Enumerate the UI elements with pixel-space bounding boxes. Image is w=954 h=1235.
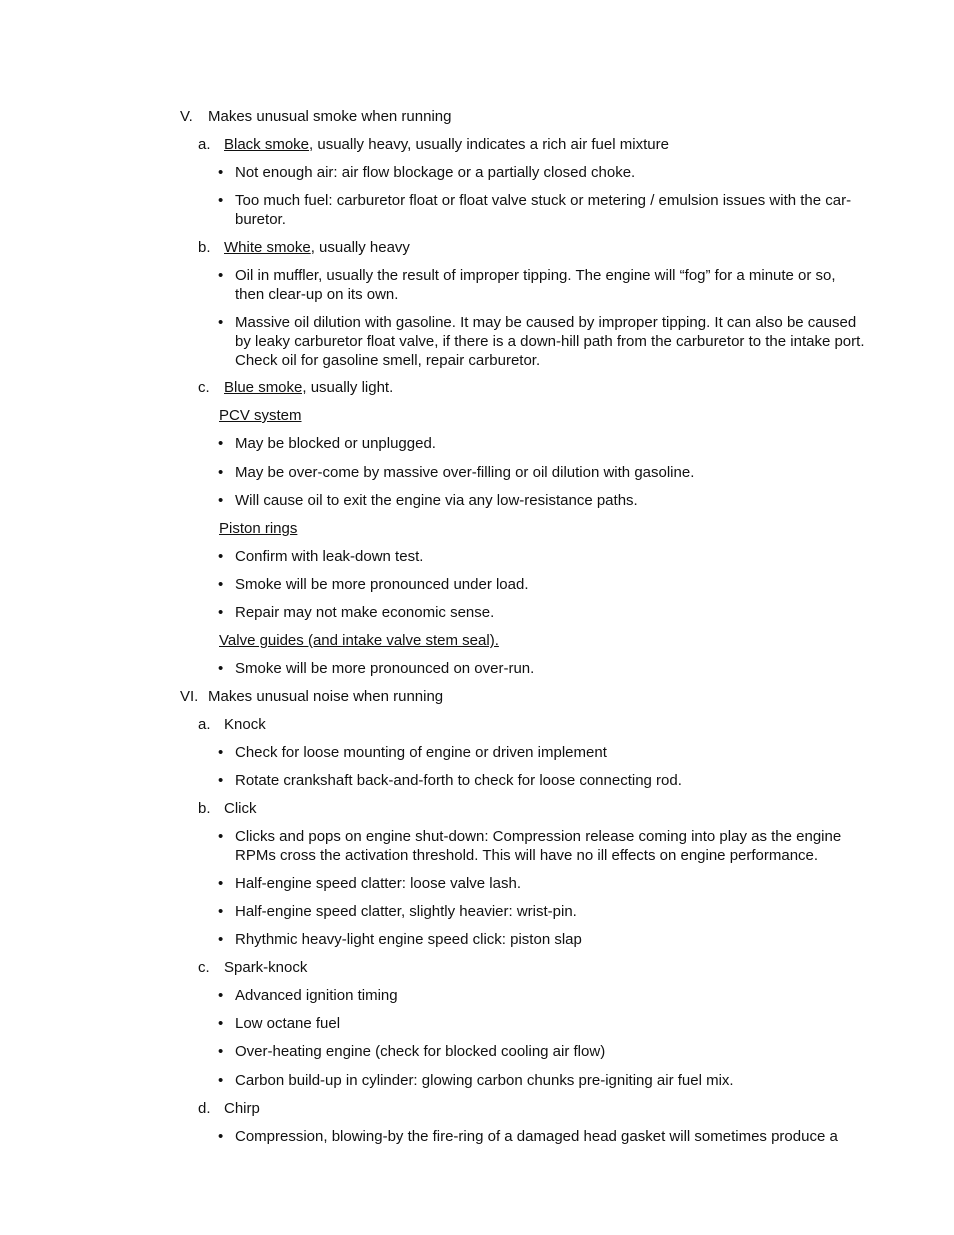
list-item-text: Rotate crankshaft back-and-forth to check for loose connecting rod. <box>235 772 682 789</box>
list-item-text: Half-engine speed clatter: loose valve lash. <box>235 875 521 892</box>
list-item <box>218 930 582 949</box>
subsection-heading-text: Click <box>224 800 257 817</box>
list-item-text: by leaky carburetor float valve, if there is a down-hill path from the carburetor to the intake port. <box>235 333 865 350</box>
list-item <box>218 463 695 482</box>
topic-heading: PCV system <box>219 407 302 424</box>
bullet-icon: • <box>218 1015 224 1032</box>
subsection-marker: c. <box>198 379 210 396</box>
list-item-text: buretor. <box>235 211 286 228</box>
list-item-text: May be blocked or unplugged. <box>235 435 436 452</box>
list-item <box>218 659 535 678</box>
list-item-text: Rhythmic heavy-light engine speed click: piston slap <box>235 931 582 948</box>
bullet-icon: • <box>218 314 224 331</box>
bullet-icon: • <box>218 1128 224 1145</box>
subsection-heading <box>198 238 410 257</box>
list-item <box>218 986 398 1005</box>
bullet-icon: • <box>218 548 224 565</box>
subsection-marker: c. <box>198 959 210 976</box>
list-item <box>218 874 521 893</box>
list-item-text: Smoke will be more pronounced on over-run. <box>235 660 535 677</box>
bullet-icon: • <box>218 1043 224 1060</box>
list-item-text: Advanced ignition timing <box>235 987 398 1004</box>
list-item-text: Too much fuel: carburetor float or float valve stuck or metering / emulsion issues with the car- <box>235 192 852 209</box>
list-item <box>218 1042 606 1061</box>
list-item-continuation <box>235 332 864 351</box>
list-item-text: Compression, blowing-by the fire-ring of a damaged head gasket will sometimes produce a <box>235 1128 838 1145</box>
list-item <box>218 163 636 182</box>
bullet-icon: • <box>218 576 224 593</box>
list-item <box>218 434 436 453</box>
section-title: Makes unusual smoke when running <box>208 108 452 125</box>
bullet-icon: • <box>218 987 224 1004</box>
bullet-icon: • <box>218 828 224 845</box>
bullet-icon: • <box>218 604 224 621</box>
list-item-text: Massive oil dilution with gasoline. It may be caused by improper tipping. It can also be caused <box>235 314 857 331</box>
subsection-heading-underlined: Black smoke <box>224 136 310 153</box>
list-item-text: May be over-come by massive over-filling or oil dilution with gasoline. <box>235 464 695 481</box>
bullet-icon: • <box>218 267 224 284</box>
subsection-heading-rest: , usually heavy <box>310 239 410 256</box>
subsection-heading-text: Chirp <box>224 1100 260 1117</box>
subsection-heading-underlined: Blue smoke, <box>224 379 307 396</box>
subsection-heading <box>198 958 308 977</box>
list-item-text: Check for loose mounting of engine or driven implement <box>235 744 607 761</box>
list-item <box>218 1071 734 1090</box>
subsection-heading <box>198 378 394 397</box>
subsection-heading-underlined: White smoke <box>224 239 311 256</box>
subsection-marker: a. <box>198 716 211 733</box>
subsection-heading-text: Spark-knock <box>224 959 308 976</box>
list-item <box>218 603 495 622</box>
section-title: Makes unusual noise when running <box>208 688 444 705</box>
subsection-heading-rest: , usually heavy, usually indicates a rich air fuel mixture <box>309 136 669 153</box>
list-item <box>218 191 852 210</box>
list-item <box>218 902 577 921</box>
list-item-text: Confirm with leak-down test. <box>235 548 424 565</box>
list-item-continuation <box>235 846 818 865</box>
list-item <box>218 1014 341 1033</box>
list-item <box>218 313 857 332</box>
section-numeral: V. <box>180 108 193 125</box>
bullet-icon: • <box>218 772 224 789</box>
subsection-heading <box>198 1099 260 1118</box>
list-item-text: Over-heating engine (check for blocked cooling air flow) <box>235 1043 606 1060</box>
bullet-icon: • <box>218 931 224 948</box>
list-item-text: Will cause oil to exit the engine via any low-resistance paths. <box>235 492 638 509</box>
subsection-heading-rest: usually light. <box>306 379 394 396</box>
list-item-text: then clear-up on its own. <box>235 286 399 303</box>
list-item <box>218 491 638 510</box>
bullet-icon: • <box>218 1072 224 1089</box>
list-item <box>218 771 682 790</box>
bullet-icon: • <box>218 903 224 920</box>
list-item-continuation <box>235 210 286 229</box>
subsection-marker: d. <box>198 1100 211 1117</box>
section-numeral: VI. <box>180 688 199 705</box>
list-item <box>218 827 842 846</box>
list-item-text: Clicks and pops on engine shut-down: Compression release coming into play as the engine <box>235 828 842 845</box>
subsection-heading-text: Knock <box>224 716 266 733</box>
list-item <box>218 575 529 594</box>
subsection-heading <box>198 135 669 154</box>
bullet-icon: • <box>218 492 224 509</box>
list-item-continuation <box>235 351 540 370</box>
bullet-icon: • <box>218 464 224 481</box>
list-item-text: Repair may not make economic sense. <box>235 604 495 621</box>
topic-heading: Valve guides (and intake valve stem seal). <box>219 632 499 649</box>
topic-heading: Piston rings <box>219 520 298 537</box>
list-item-text: Half-engine speed clatter, slightly heavier: wrist-pin. <box>235 903 577 920</box>
list-item-text: Smoke will be more pronounced under load. <box>235 576 529 593</box>
bullet-icon: • <box>218 875 224 892</box>
subsection-marker: b. <box>198 239 211 256</box>
list-item-continuation <box>235 285 398 304</box>
bullet-icon: • <box>218 660 224 677</box>
bullet-icon: • <box>218 744 224 761</box>
list-item-text: Not enough air: air flow blockage or a partially closed choke. <box>235 164 636 181</box>
subsection-marker: b. <box>198 800 211 817</box>
list-item <box>218 547 424 566</box>
list-item-text: RPMs cross the activation threshold. This will have no ill effects on engine performance. <box>235 847 819 864</box>
bullet-icon: • <box>218 192 224 209</box>
list-item-text: Low octane fuel <box>235 1015 341 1032</box>
subsection-marker: a. <box>198 136 211 153</box>
list-item <box>218 743 607 762</box>
section-heading <box>180 107 452 126</box>
list-item-text: Oil in muffler, usually the result of improper tipping. The engine will “fog” for a minute or so, <box>235 267 836 284</box>
subsection-heading <box>198 715 266 734</box>
list-item-text: Check oil for gasoline smell, repair carburetor. <box>235 352 541 369</box>
section-heading <box>180 687 444 706</box>
list-item <box>218 1127 838 1146</box>
bullet-icon: • <box>218 164 224 181</box>
list-item-text: Carbon build-up in cylinder: glowing carbon chunks pre-igniting air fuel mix. <box>235 1072 734 1089</box>
bullet-icon: • <box>218 435 224 452</box>
subsection-heading <box>198 799 257 818</box>
list-item <box>218 266 836 285</box>
